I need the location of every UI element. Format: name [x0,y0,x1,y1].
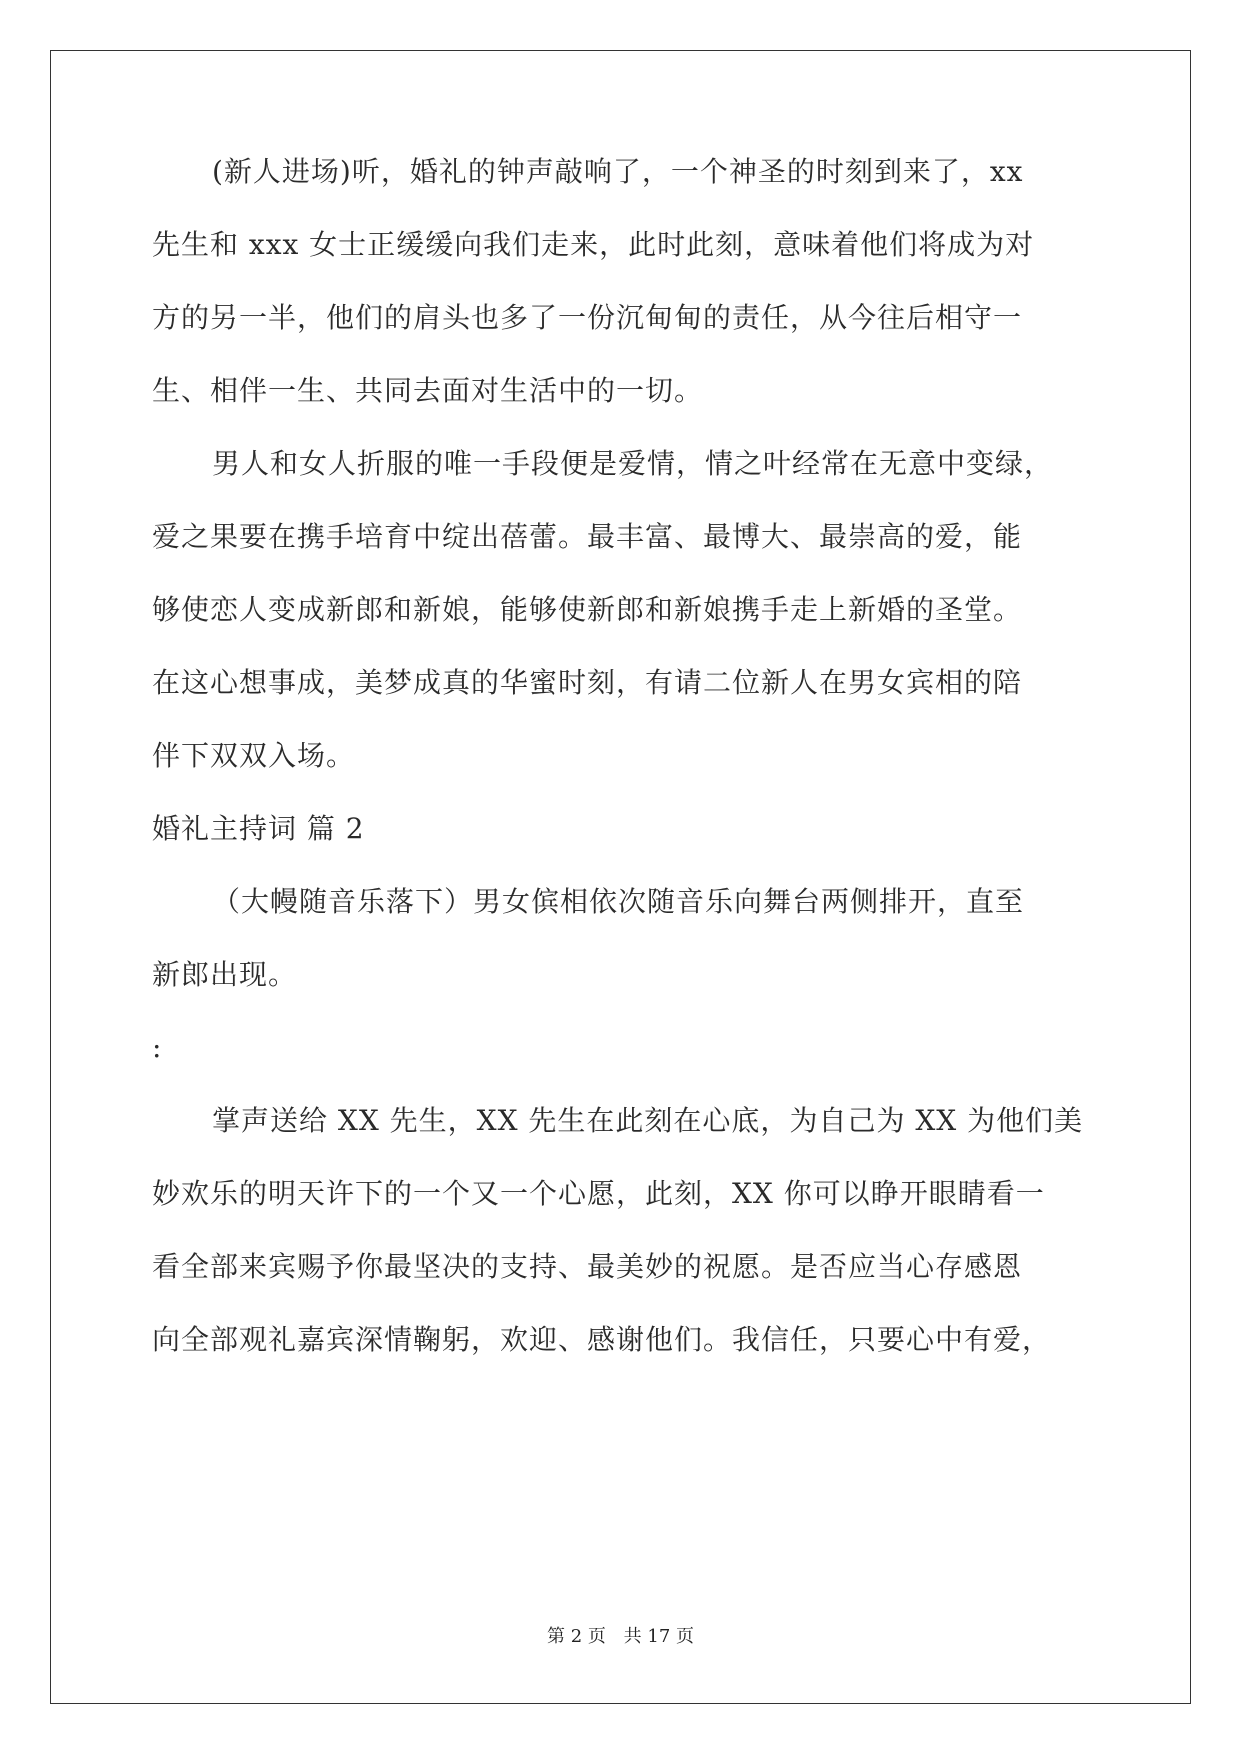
paragraph-line: 先生和 xxx 女士正缓缓向我们走来，此时此刻，意味着他们将成为对 [152,228,1035,261]
page-border [50,50,1191,1704]
paragraph-line: 伴下双双入场。 [152,739,356,772]
paragraph-line: 妙欢乐的明天许下的一个又一个心愿，此刻，XX 你可以睁开眼睛看一 [152,1177,1045,1210]
paragraph-line: 在这心想事成，美梦成真的华蜜时刻，有请二位新人在男女宾相的陪 [152,666,1023,699]
paragraph-line: 爱之果要在携手培育中绽出蓓蕾。最丰富、最博大、最崇高的爱，能 [152,520,1023,553]
paragraph-line: 方的另一半，他们的肩头也多了一份沉甸甸的责任，从今往后相守一 [152,301,1023,334]
paragraph-line: 看全部来宾赐予你最坚决的支持、最美妙的祝愿。是否应当心存感恩 [152,1250,1023,1283]
paragraph-line: 够使恋人变成新郎和新娘，能够使新郎和新娘携手走上新婚的圣堂。 [152,593,1023,626]
paragraph-line: （大幔随音乐落下）男女傧相依次随音乐向舞台两侧排开，直至 [212,885,1025,918]
page-total: 共 17 页 [623,1626,694,1647]
page-number: 第 2 页 [547,1626,606,1647]
paragraph-line: 向全部观礼嘉宾深情鞠躬，欢迎、感谢他们。我信任，只要心中有爱， [152,1323,1052,1356]
paragraph-line: 新郎出现。 [152,958,298,991]
page-footer [0,1626,1241,1648]
section-heading: 婚礼主持词 篇 2 [152,812,365,845]
paragraph-line: 掌声送给 XX 先生，XX 先生在此刻在心底，为自己为 XX 为他们美 [212,1104,1084,1137]
paragraph-line: (新人进场)听，婚礼的钟声敲响了，一个神圣的时刻到来了，xx [212,155,1024,188]
colon-line: : [152,1031,163,1064]
paragraph-line: 生、相伴一生、共同去面对生活中的一切。 [152,374,704,407]
paragraph-line: 男人和女人折服的唯一手段便是爱情，情之叶经常在无意中变绿， [212,447,1054,480]
